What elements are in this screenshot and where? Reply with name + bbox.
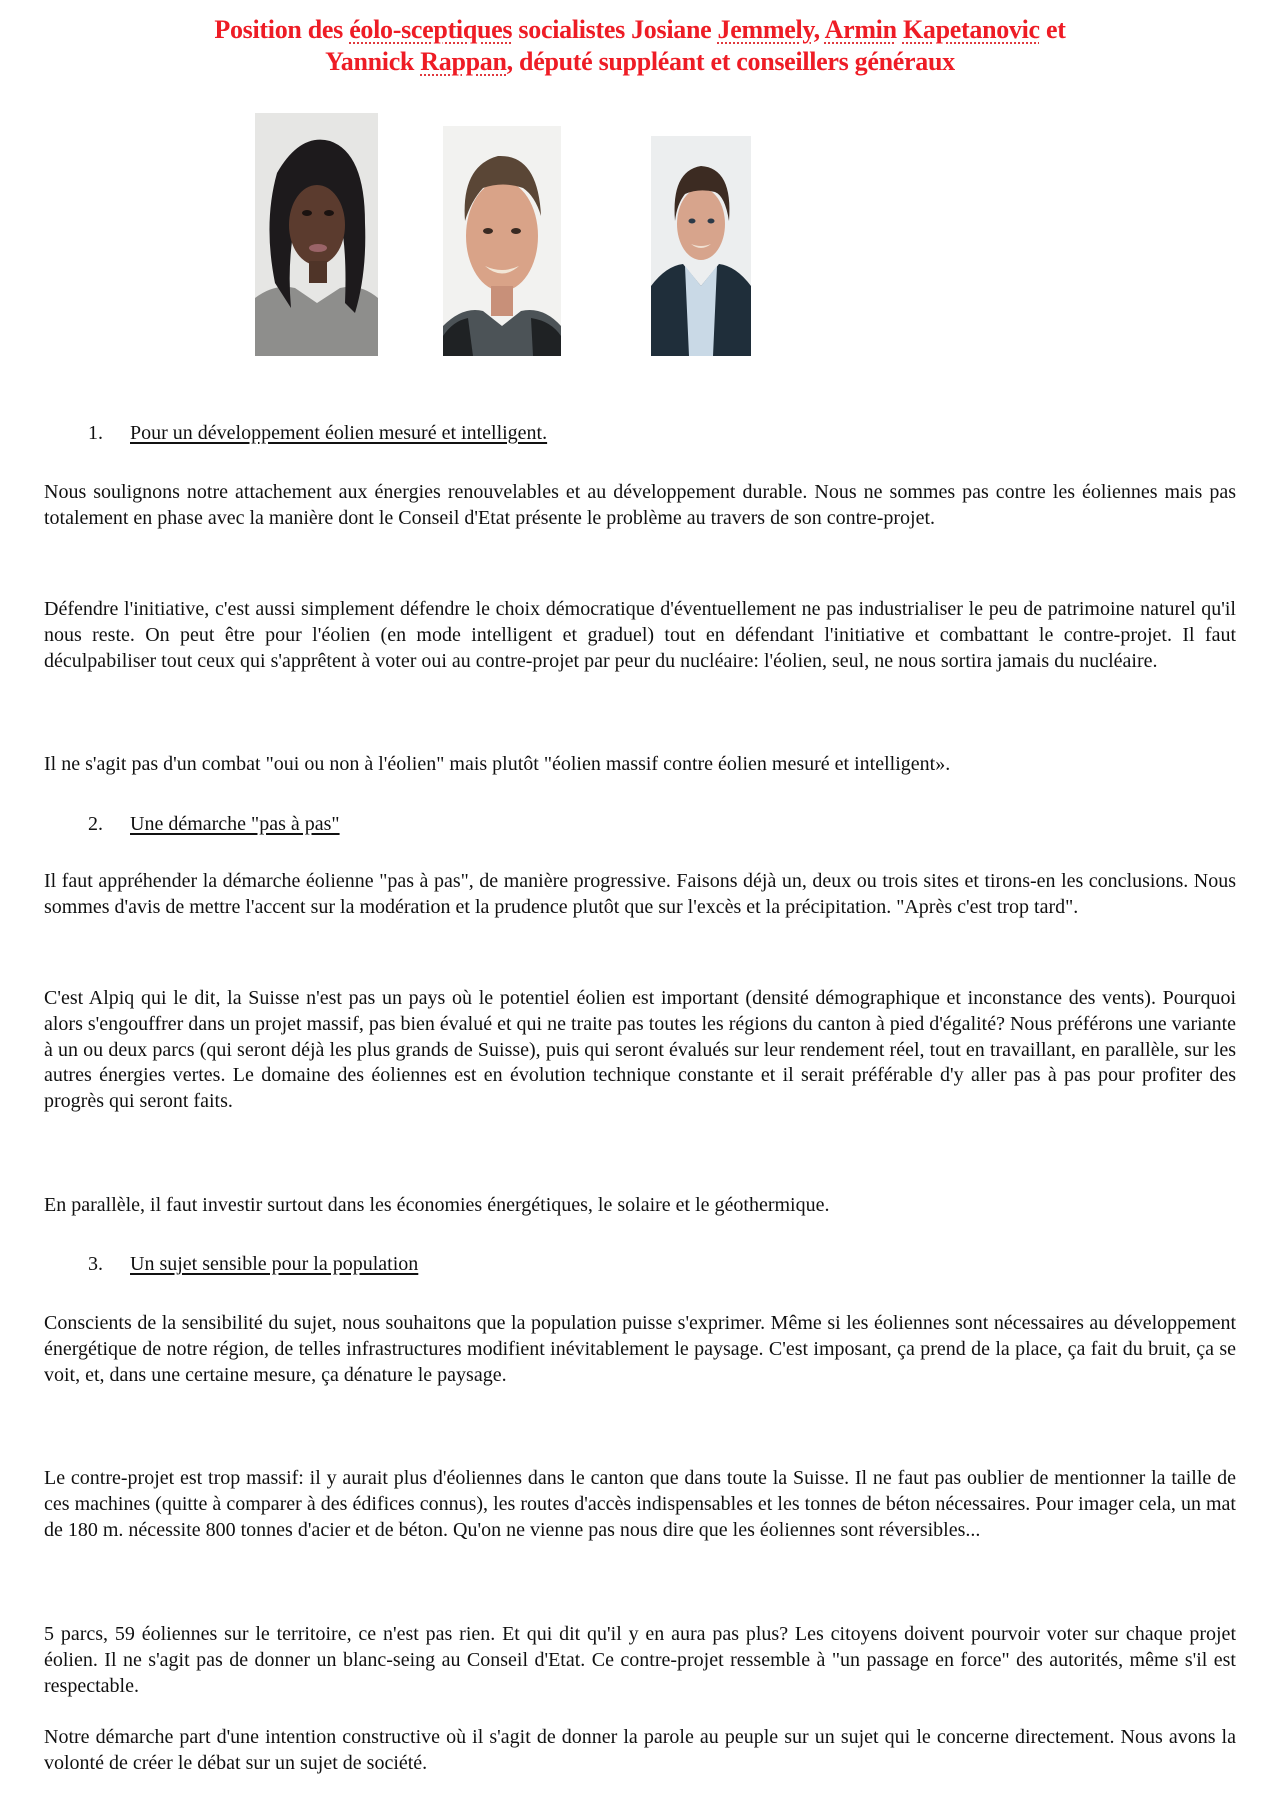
section-number: 2.	[88, 813, 103, 835]
section-number: 3.	[88, 1253, 103, 1275]
paragraph: 5 parcs, 59 éoliennes sur le territoire, ce n'est pas rien. Et qui dit qu'il y en aura pas plus? Les citoyens doivent pourvoir voter sur chaque projet éolien. Il ne s'agit pas de donner un blanc-seing au Conseil d'Etat. Ce contre-projet ressemble à "un passage en force" des autorités, même s'il est respectable.	[44, 1623, 1236, 1697]
section-heading-1	[88, 421, 547, 445]
portrait-photo-1	[255, 113, 378, 356]
paragraph: Le contre-projet est trop massif: il y aurait plus d'éoliennes dans le canton que dans toute la Suisse. Il ne faut pas oublier de mentionner la taille de ces machines (quitte à comparer à des édifices connus), les routes d'accès indispensables et les tonnes de béton nécessaires. Pour imager cela, un mat de 180 m. nécessite 800 tonnes d'acier et de béton. Qu'on ne vienne pas nous dire que les éoliennes sont réversibles...	[44, 1467, 1236, 1541]
section-heading-2	[88, 812, 340, 836]
title-text: Position des	[214, 15, 350, 44]
paragraph: C'est Alpiq qui le dit, la Suisse n'est pas un pays où le potentiel éolien est important (densité démographique et inconstance des vents). Pourquoi alors s'engouffrer dans un projet massif, pas bien évalué et qui ne traite pas toutes les régions du canton à pied d'égalité? Nous préférons une variante à un ou deux parcs (qui seront déjà les plus grands de Suisse), puis qui seront évalués sur leur rendement réel, tout en travaillant, en parallèle, sur les autres énergies vertes. Le domaine des éoliennes est en évolution technique constante et il serait préférable d'y aller pas à pas pour profiter des progrès qui seront faits.	[44, 987, 1237, 1113]
title-text: socialistes Josiane	[512, 15, 718, 44]
title-text-misspelled: Rappan	[420, 47, 507, 76]
portrait-image-icon	[255, 113, 378, 356]
paragraph: En parallèle, il faut investir surtout dans les économies énergétiques, le solaire et le géothermique.	[44, 1194, 830, 1216]
section-title: Un sujet sensible pour la population	[130, 1253, 419, 1275]
portrait-photo-3	[651, 136, 751, 356]
title-text-misspelled: Armin	[824, 15, 897, 44]
paragraph: Défendre l'initiative, c'est aussi simplement défendre le choix démocratique d'éventuellement ne pas industrialiser le peu de patrimoine naturel qu'il nous reste. On peut être pour l'éolien (en mode intelligent et graduel) tout en défendant l'initiative et combattant le contre-projet. Il faut déculpabiliser tout ceux qui s'apprêtent à voter oui au contre-projet par peur du nucléaire: l'éolien, seul, ne nous sortira jamais du nucléaire.	[44, 598, 1236, 672]
section-heading-3	[88, 1252, 418, 1276]
title-text: , député suppléant et conseillers généraux	[506, 47, 955, 76]
section-title: Pour un développement éolien mesuré et intelligent.	[130, 422, 548, 444]
portrait-image-icon	[443, 126, 561, 356]
title-text: et	[1039, 15, 1066, 44]
paragraph: Nous soulignons notre attachement aux énergies renouvelables et au développement durable. Nous ne sommes pas contre les éoliennes mais pas totalement en phase avec la manière dont le Conseil d'Etat présente le problème au travers de son contre-projet.	[44, 481, 1236, 529]
section-title: Une démarche "pas à pas"	[130, 813, 340, 835]
paragraph: Conscients de la sensibilité du sujet, nous souhaitons que la population puisse s'exprimer. Même si les éoliennes sont nécessaires au développement énergétique de notre région, de telles infrastructures modifient inévitablement le paysage. C'est imposant, ça prend de la place, ça fait du bruit, ça se voit, et, dans une certaine mesure, ça dénature le paysage.	[44, 1312, 1236, 1386]
portrait-image-icon	[651, 136, 751, 356]
title-line-1	[60, 14, 1220, 46]
paragraph: Il ne s'agit pas d'un combat "oui ou non à l'éolien" mais plutôt "éolien massif contre éolien mesuré et intelligent».	[44, 753, 951, 775]
section-number: 1.	[88, 422, 103, 444]
title-text-misspelled: Kapetanovic	[902, 15, 1040, 44]
title-text-misspelled: éolo-sceptiques	[349, 15, 513, 44]
document-title	[60, 14, 1220, 78]
title-text: ,	[813, 15, 825, 44]
portrait-photo-2	[443, 126, 561, 356]
title-line-2	[60, 46, 1220, 78]
paragraph: Il faut appréhender la démarche éolienne "pas à pas", de manière progressive. Faisons déjà un, deux ou trois sites et tirons-en les conclusions. Nous sommes d'avis de mettre l'accent sur la modération et la prudence plutôt que sur l'excès et la précipitation. "Après c'est trop tard".	[44, 870, 1236, 918]
title-text-misspelled: Jemmely	[717, 15, 814, 44]
paragraph: Notre démarche part d'une intention constructive où il s'agit de donner la parole au peuple sur un sujet qui le concerne directement. Nous avons la volonté de créer le débat sur un sujet de société.	[44, 1726, 1236, 1774]
title-text: Yannick	[325, 47, 421, 76]
